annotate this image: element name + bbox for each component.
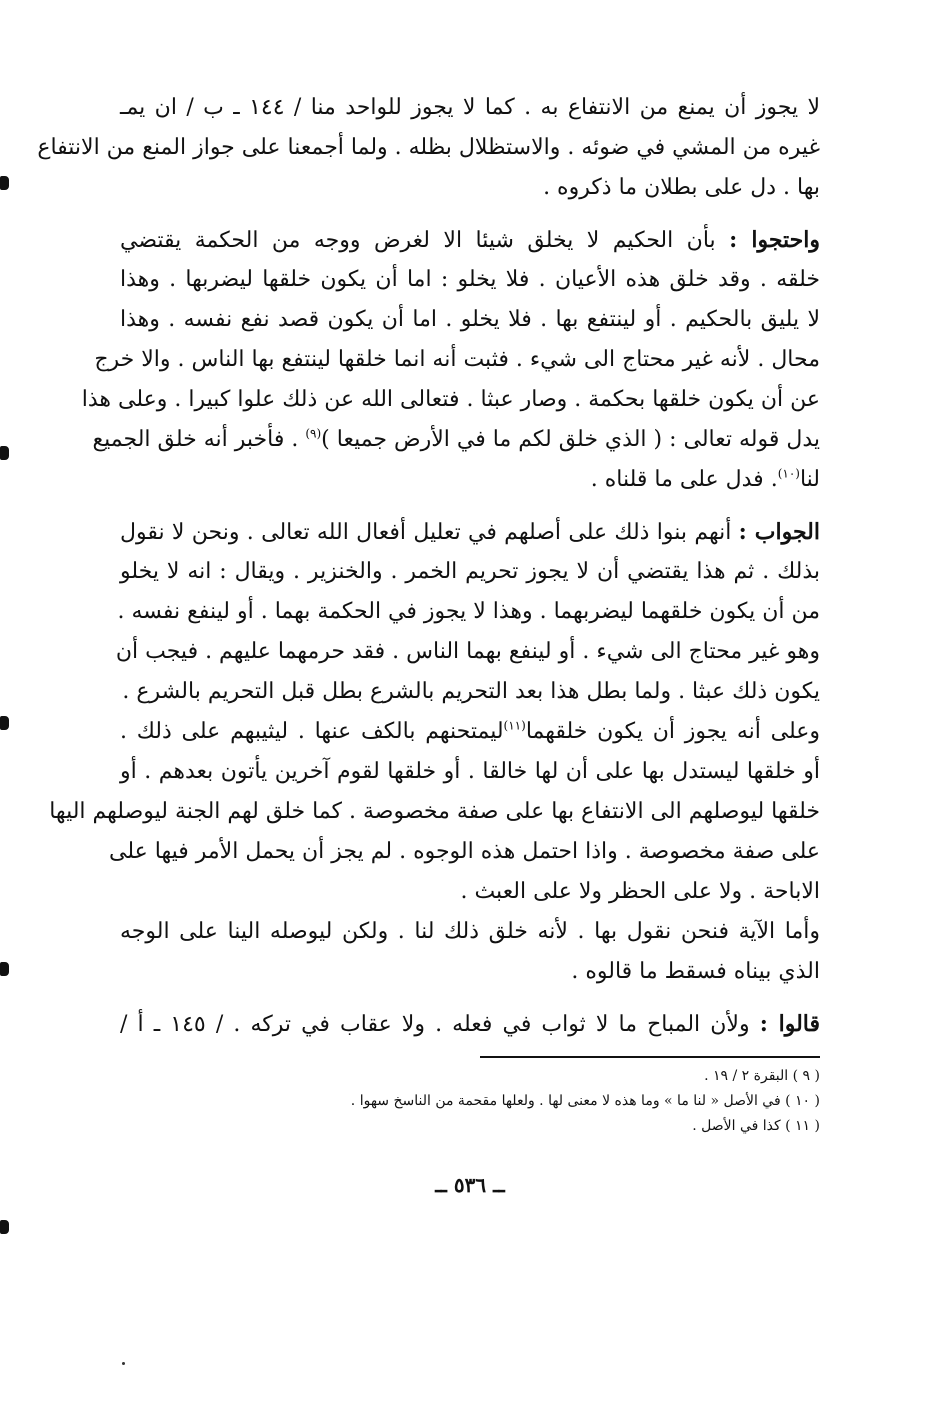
footnote-divider <box>480 1056 820 1058</box>
footnote-ref: (١١) <box>503 718 526 733</box>
text-line <box>120 460 820 500</box>
scan-edge-mark <box>0 176 9 190</box>
text-span: لنا <box>799 467 820 492</box>
text-span: ليمتحنهم بالكف عنها . ليثيبهم على ذلك . <box>120 719 504 744</box>
footnote-ref: (١٠) <box>777 466 800 481</box>
footnotes <box>120 1064 820 1139</box>
paragraph <box>37 88 821 208</box>
scan-edge-mark <box>0 962 9 976</box>
footnote: ( ٩ ) البقرة ٢ / ١٩ . <box>704 1068 820 1084</box>
scan-speck <box>122 1362 125 1365</box>
text-line: عن أن يكون خلقها بحكمة . وصار عبثا . فتعالى الله عن ذلك علوا كبيرا . وعلى هذا <box>81 387 820 412</box>
text-line: لا يليق بالحكيم . أو لينتفع بها . فلا يخلو . اما أن يكون قصد نفع نفسه . وهذا <box>120 307 820 332</box>
scan-edge-mark <box>0 446 9 460</box>
text-span: أنهم بنوا ذلك على أصلهم في تعليل أفعال الله تعالى . ونحن لا نقول <box>120 520 739 545</box>
text-line: من أن يكون خلقهما ليضربهما . وهذا لا يجوز في الحكمة بهما . أو لينفع نفسه . <box>117 599 820 624</box>
text-line <box>92 420 820 460</box>
scan-edge-mark <box>0 716 9 730</box>
text-span: وعلى أنه يجوز أن يكون خلقهما <box>525 719 820 744</box>
footnote-ref: (٩) <box>305 426 322 441</box>
paragraph <box>120 912 820 992</box>
footnote: ( ١١ ) كذا في الأصل . <box>692 1118 820 1134</box>
text-span: . فدل على ما قلناه . <box>590 467 778 492</box>
book-page <box>37 88 821 1197</box>
paragraph-lead: الجواب : <box>738 519 820 545</box>
text-line <box>120 220 820 260</box>
text-line: بها . دل على بطلان ما ذكروه . <box>543 175 820 200</box>
text-line: محال . لأنه غير محتاج الى شيء . فثبت أنه انما خلقها لينتفع بها الناس . والا خرج <box>94 347 820 372</box>
paragraph-lead: قالوا : <box>759 1011 820 1037</box>
text-line: خلقها ليوصلهم الى الانتفاع بها على صفة مخصوصة . كما خلق لهم الجنة ليوصلهم اليها <box>49 799 820 824</box>
text-line <box>120 512 820 552</box>
text-line <box>120 1004 820 1044</box>
text-line: الاباحة . ولا على الحظر ولا على العبث . <box>460 879 820 904</box>
text-line <box>120 712 820 752</box>
text-line: على صفة مخصوصة . واذا احتمل هذه الوجوه . لم يجز أن يحمل الأمر فيها على <box>109 839 820 864</box>
text-span: ولأن المباح ما لا ثواب في فعله . ولا عقاب في تركه . / ١٤٥ ـ أ / <box>120 1012 760 1037</box>
scan-edge-mark <box>0 1220 9 1234</box>
text-line: خلقه . وقد خلق هذه الأعيان . فلا يخلو : اما أن يكون خلقها ليضربها . وهذا <box>120 267 820 292</box>
text-line: غيره من المشي في ضوئه . والاستظلال بظله . ولما أجمعنا على جواز المنع من الانتفاع <box>37 135 820 160</box>
text-line: أو خلقها ليستدل بها على أن لها خالقا . أو خلقها لقوم آخرين يأتون بعدهم . أو <box>120 759 820 784</box>
paragraph <box>120 1004 820 1044</box>
text-span: يدل قوله تعالى : ( الذي خلق لكم ما في الأرض جميعا ) <box>321 427 820 452</box>
paragraph-lead: واحتجوا : <box>729 227 821 253</box>
text-line: لا يجوز أن يمنع من الانتفاع به . كما لا يجوز للواحد منا / ١٤٤ ـ ب / ان يمـ <box>120 95 821 120</box>
paragraph <box>49 712 820 912</box>
text-span: بأن الحكيم لا يخلق شيئا الا لغرض ووجه من الحكمة يقتضي <box>120 228 730 253</box>
text-line: وهو غير محتاج الى شيء . أو لينفع بهما الناس . فقد حرمهما عليهم . فيجب أن <box>115 639 820 664</box>
paragraph <box>81 220 821 500</box>
text-line: الذي بيناه فسقط ما قالوه . <box>571 959 820 984</box>
text-line: يكون ذلك عبثا . ولما بطل هذا بعد التحريم بالشرع بطل قبل التحريم بالشرع . <box>122 679 820 704</box>
page-number: ــ ٥٣٦ ــ <box>435 1173 505 1197</box>
paragraph <box>115 512 820 712</box>
text-line: وأما الآية فنحن نقول بها . لأنه خلق ذلك لنا . ولكن ليوصله الينا على الوجه <box>120 919 820 944</box>
text-span: . فأخبر أنه خلق الجميع <box>92 427 306 452</box>
text-line: بذلك . ثم هذا يقتضي أن لا يجوز تحريم الخمر . والخنزير . ويقال : انه لا يخلو <box>120 559 820 584</box>
footnote: ( ١٠ ) في الأصل « لنا ما » وما هذه لا معنى لها . ولعلها مقحمة من الناسخ سهوا . <box>350 1093 820 1109</box>
